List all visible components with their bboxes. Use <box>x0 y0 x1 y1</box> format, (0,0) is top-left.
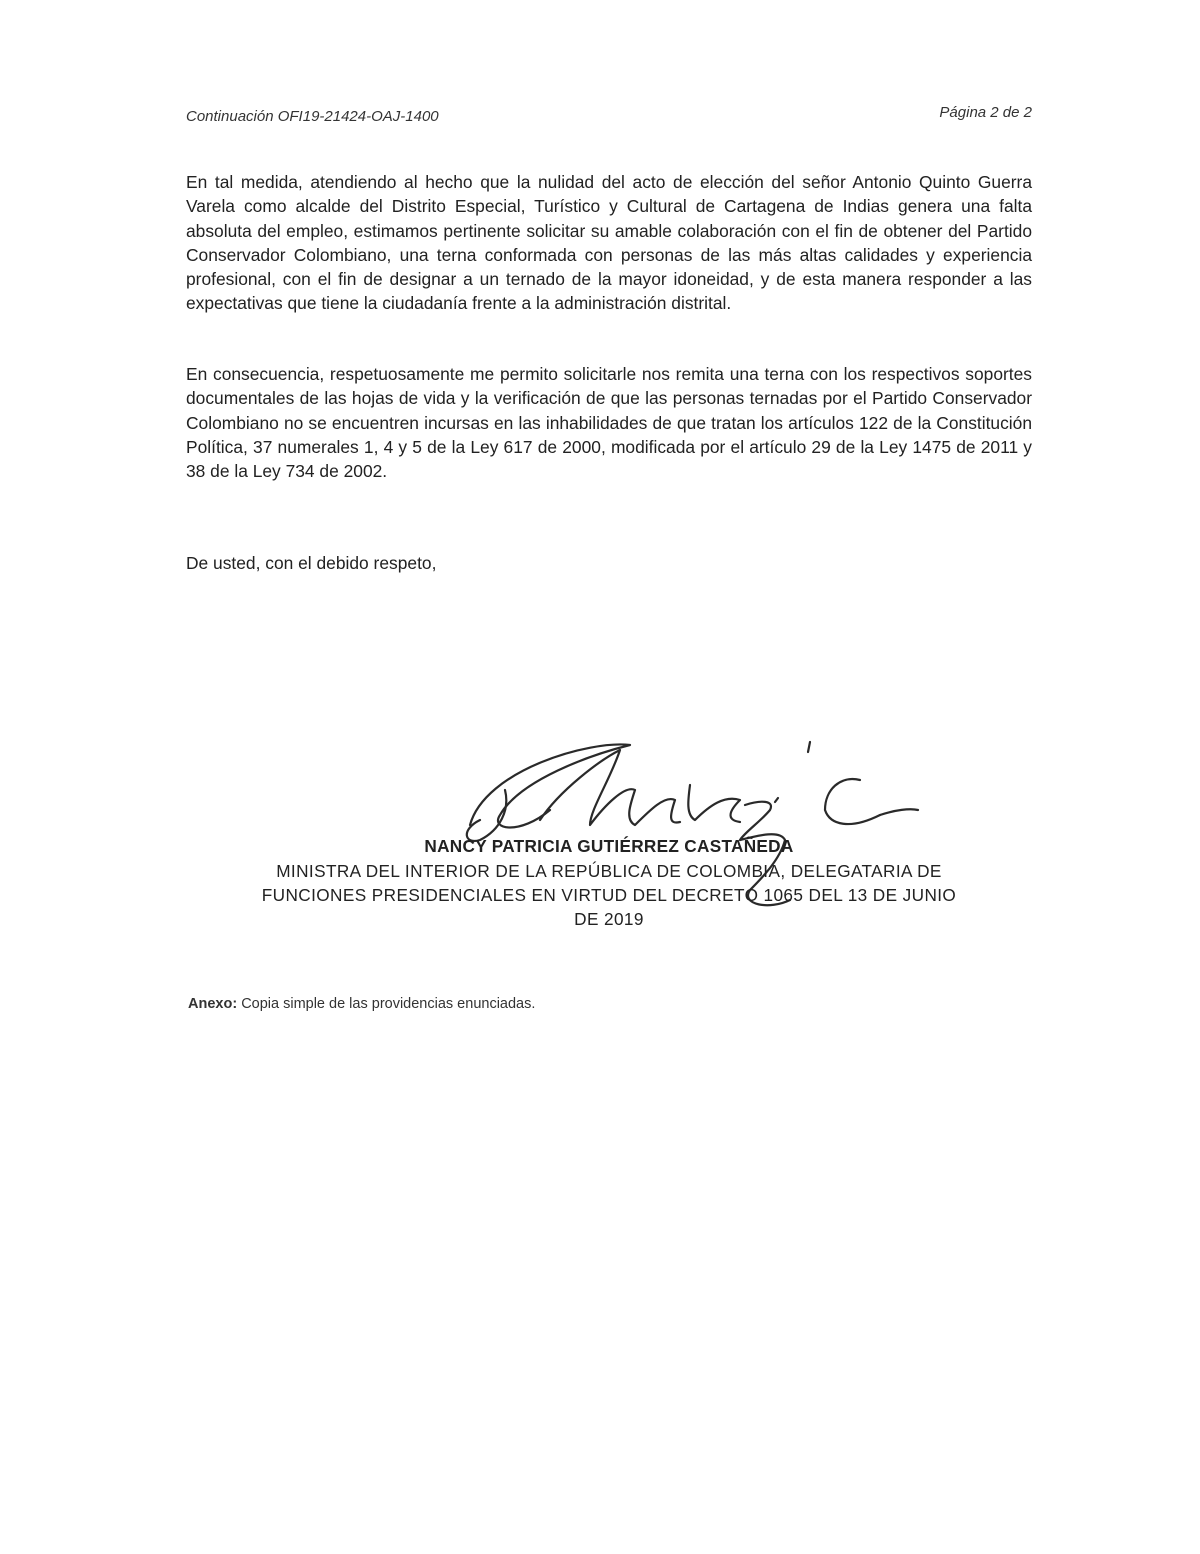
signer-title-line-3: DE 2019 <box>574 909 644 929</box>
page-number: Página 2 de 2 <box>939 104 1032 121</box>
annex-label: Anexo: <box>188 996 238 1012</box>
document-reference: Continuación OFI19-21424-OAJ-1400 <box>186 108 439 125</box>
annex-text: Copia simple de las providencias enunciadas. <box>241 996 536 1012</box>
signer-title <box>186 859 1032 931</box>
body-paragraph-2: En consecuencia, respetuosamente me permito solicitarle nos remita una terna con los respectivos soportes documentales de las hojas de vida y la verificación de que las personas ternadas por el Partido Conservador Colombiano no se encuentren incursas en las inhabilidades de que tratan los artículos 122 de la Constitución Política, 37 numerales 1, 4 y 5 de la Ley 617 de 2000, modificada por el artículo 29 de la Ley 1475 de 2011 y 38 de la Ley 734 de 2002. <box>186 364 1032 482</box>
signer-title-line-2: FUNCIONES PRESIDENCIALES EN VIRTUD DEL DECRETO 1065 DEL 13 DE JUNIO <box>261 885 957 905</box>
body-paragraph-1: En tal medida, atendiendo al hecho que la nulidad del acto de elección del señor Antonio Quinto Guerra Varela como alcalde del Distrito Especial, Turístico y Cultural de Cartagena de Indias genera una falta absoluta del empleo, estimamos pertinente solicitar su amable colaboración con el fin de obtener del Partido Conservador Colombiano, una terna conformada con personas de las más altas calidades y experiencia profesional, con el fin de designar a un ternado de la mayor idoneidad, y de esta manera responder a las expectativas que tiene la ciudadanía frente a la administración distrital. <box>186 172 1032 314</box>
closing-salutation: De usted, con el debido respeto, <box>186 553 437 573</box>
annex-note <box>188 996 535 1012</box>
signer-name: NANCY PATRICIA GUTIÉRREZ CASTAÑEDA <box>424 836 794 856</box>
signer-title-line-1: MINISTRA DEL INTERIOR DE LA REPÚBLICA DE COLOMBIA, DELEGATARIA DE <box>276 861 942 881</box>
